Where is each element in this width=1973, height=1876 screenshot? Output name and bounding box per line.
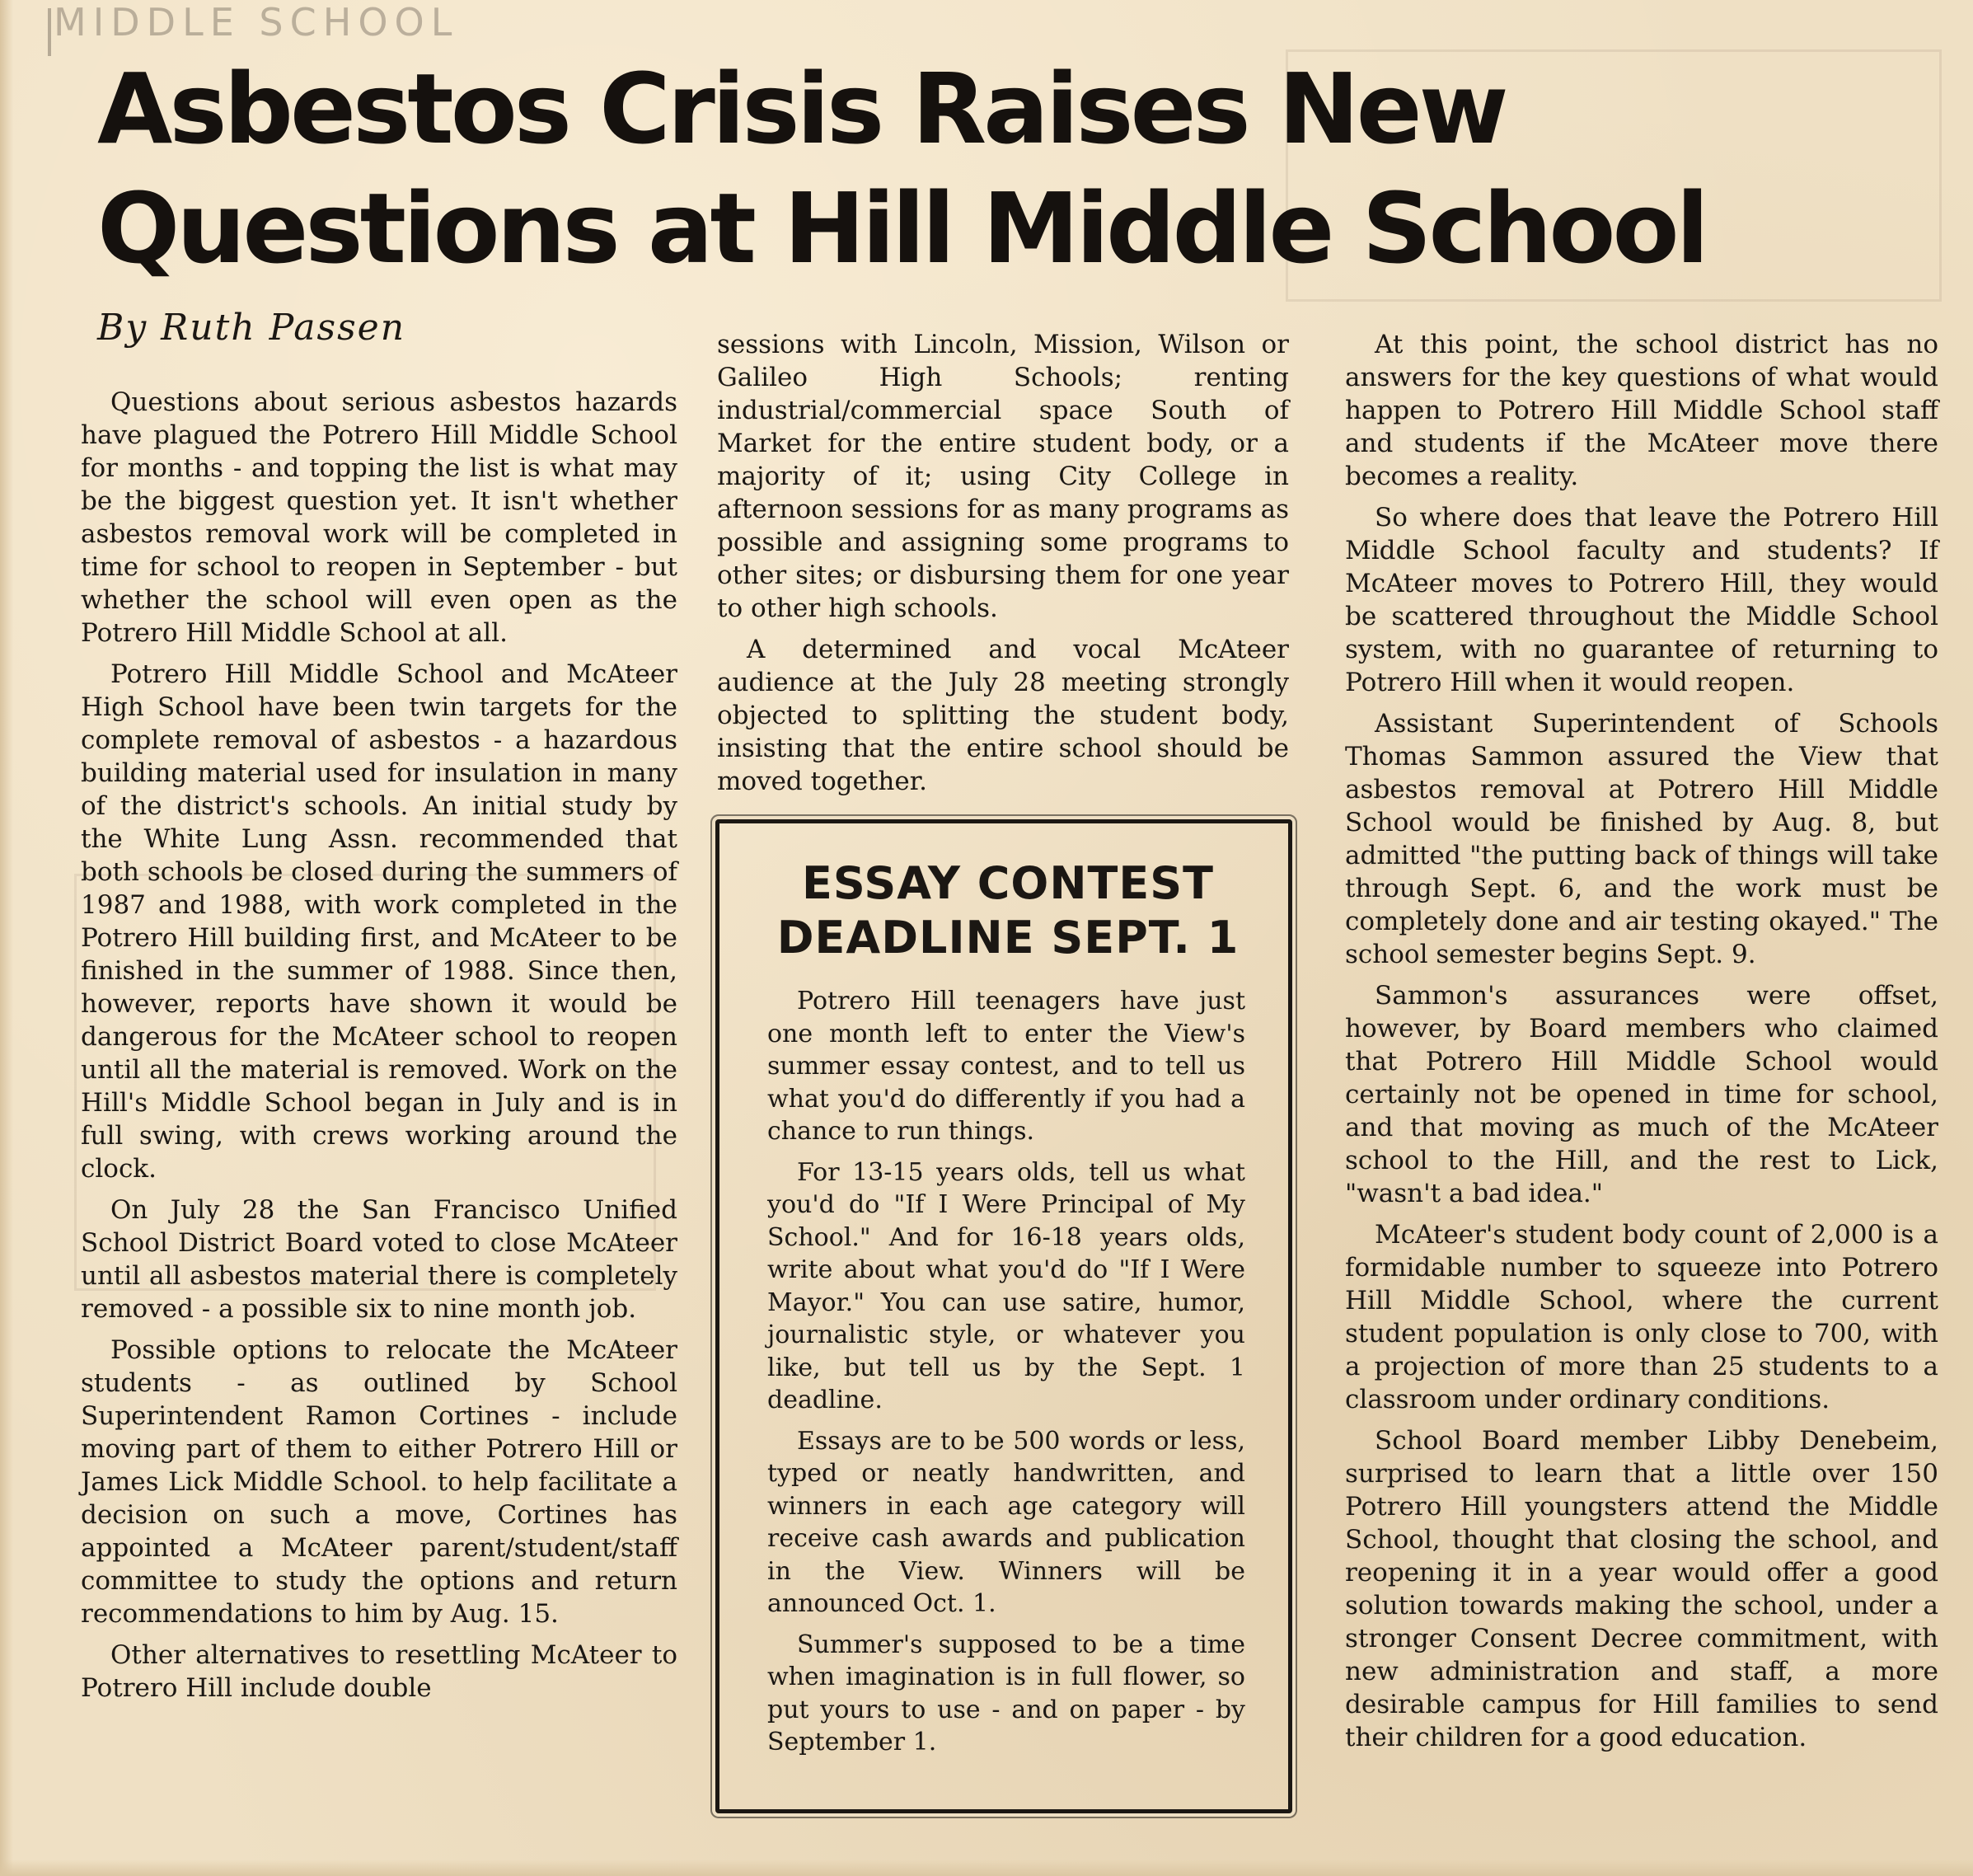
paragraph: Sammon's assurances were offset, however, by Board members who claimed that Potrero Hill Middle School would certainly not be opened in time for school, and that moving as much of the McAteer school to the Hill, and the rest to Lick, "wasn't a bad idea."	[1345, 981, 1938, 1208]
essay-contest-body	[767, 985, 1245, 1767]
paragraph: Potrero Hill Middle School and McAteer High School have been twin targets for the complete removal of asbestos - a hazardous building material used for insulation in many of the district's schools. An initial study by the White Lung Assn. recommended that both schools be closed during the summers of 1987 and 1988, with work completed in the Potrero Hill building first, and McAteer to be finished in the summer of 1988. Since then, however, reports have shown it would be dangerous for the McAteer school to reopen until all the material is removed. Work on the Hill's Middle School began in July and is in full swing, with crews working around the clock.	[81, 659, 677, 1184]
paragraph: Other alternatives to resettling McAteer to Potrero Hill include double	[81, 1640, 677, 1703]
paragraph: Possible options to relocate the McAteer students - as outlined by School Superintendent Ramon Cortines - include moving part of them to either Potrero Hill or James Lick Middle School. to help facilitate a decision on such a move, Cortines has appointed a McAteer parent/student/staff committee to study the options and return recommendations to him by Aug. 15.	[81, 1335, 677, 1629]
essay-contest-title	[719, 856, 1296, 965]
essay-contest-title-line-1: ESSAY CONTEST	[802, 857, 1214, 909]
paragraph: On July 28 the San Francisco Unified School District Board voted to close McAteer until all asbestos material there is completely removed - a possible six to nine month job.	[81, 1195, 677, 1324]
paragraph: At this point, the school district has no answers for the key questions of what would happen to Potrero Hill Middle School staff and students if the McAteer move there becomes a reality.	[1345, 330, 1938, 491]
essay-contest-title-line-2: DEADLINE SEPT. 1	[776, 912, 1240, 964]
paper-edge-left	[0, 0, 13, 1876]
byline: By Ruth Passen	[97, 307, 406, 349]
pencil-annotation: MIDDLE SCHOOL	[54, 0, 459, 45]
pencil-mark	[48, 8, 51, 56]
paragraph: A determined and vocal McAteer audience at the July 28 meeting strongly objected to splitting the student body, insisting that the entire school should be moved together.	[717, 635, 1289, 796]
paragraph: Potrero Hill teenagers have just one month left to enter the View's summer essay contest, and to tell us what you'd do differently if you had a chance to run things.	[767, 987, 1245, 1146]
headline	[97, 49, 1707, 288]
article-column-2	[717, 328, 1289, 806]
paragraph: Summer's supposed to be a time when imagination is in full flower, so put yours to use - and on paper - by September 1.	[767, 1630, 1245, 1756]
paragraph: sessions with Lincoln, Mission, Wilson or Galileo High Schools; renting industrial/commercial space South of Market for the entire student body, or a majority of it; using City College in afternoon sessions for as many programs as possible and assigning some programs to other sites; or disbursing them for one year to other high schools.	[717, 330, 1289, 623]
paragraph: Essays are to be 500 words or less, typed or neatly handwritten, and winners in each age category will receive cash awards and publication in the View. Winners will be announced Oct. 1.	[767, 1426, 1245, 1618]
paragraph: Questions about serious asbestos hazards have plagued the Potrero Hill Middle School for months - and topping the list is what may be the biggest question yet. It isn't whether asbestos removal work will be completed in time for school to reopen in September - but whether the school will even open as the Potrero Hill Middle School at all.	[81, 387, 677, 648]
headline-line-2: Questions at Hill Middle School	[97, 171, 1707, 285]
article-column-3	[1345, 328, 1938, 1762]
essay-contest-box	[715, 819, 1292, 1813]
paragraph: Assistant Superintendent of Schools Thomas Sammon assured the View that asbestos removal at Potrero Hill Middle School would be finished by Aug. 8, but admitted "the putting back of things will take through Sept. 6, and the work must be completely done and air testing okayed." The school semester begins Sept. 9.	[1345, 709, 1938, 969]
article-column-1	[81, 386, 677, 1713]
paper-edge-bottom	[0, 1860, 1973, 1876]
paragraph: For 13-15 years olds, tell us what you'd do "If I Were Principal of My School." And for 16-18 years olds, write about what you'd do "If I Were Mayor." You can use satire, humor, journalistic style, or whatever you like, but tell us by the Sept. 1 deadline.	[767, 1157, 1245, 1414]
paragraph: School Board member Libby Denebeim, surprised to learn that a little over 150 Potrero Hill youngsters attend the Middle School, thought that closing the school, and reopening it in a year would offer a good solution towards making the school, under a stronger Consent Decree commitment, with new administration and staff, a more desirable campus for Hill families to send their children for a good education.	[1345, 1426, 1938, 1752]
headline-line-1: Asbestos Crisis Raises New	[97, 52, 1506, 166]
paragraph: So where does that leave the Potrero Hill Middle School faculty and students? If McAteer moves to Potrero Hill, they would be scattered throughout the Middle School system, with no guarantee of returning to Potrero Hill when it would reopen.	[1345, 503, 1938, 697]
paragraph: McAteer's student body count of 2,000 is a formidable number to squeeze into Potrero Hill Middle School, where the current student population is only close to 700, with a projection of more than 25 students to a classroom under ordinary conditions.	[1345, 1220, 1938, 1414]
